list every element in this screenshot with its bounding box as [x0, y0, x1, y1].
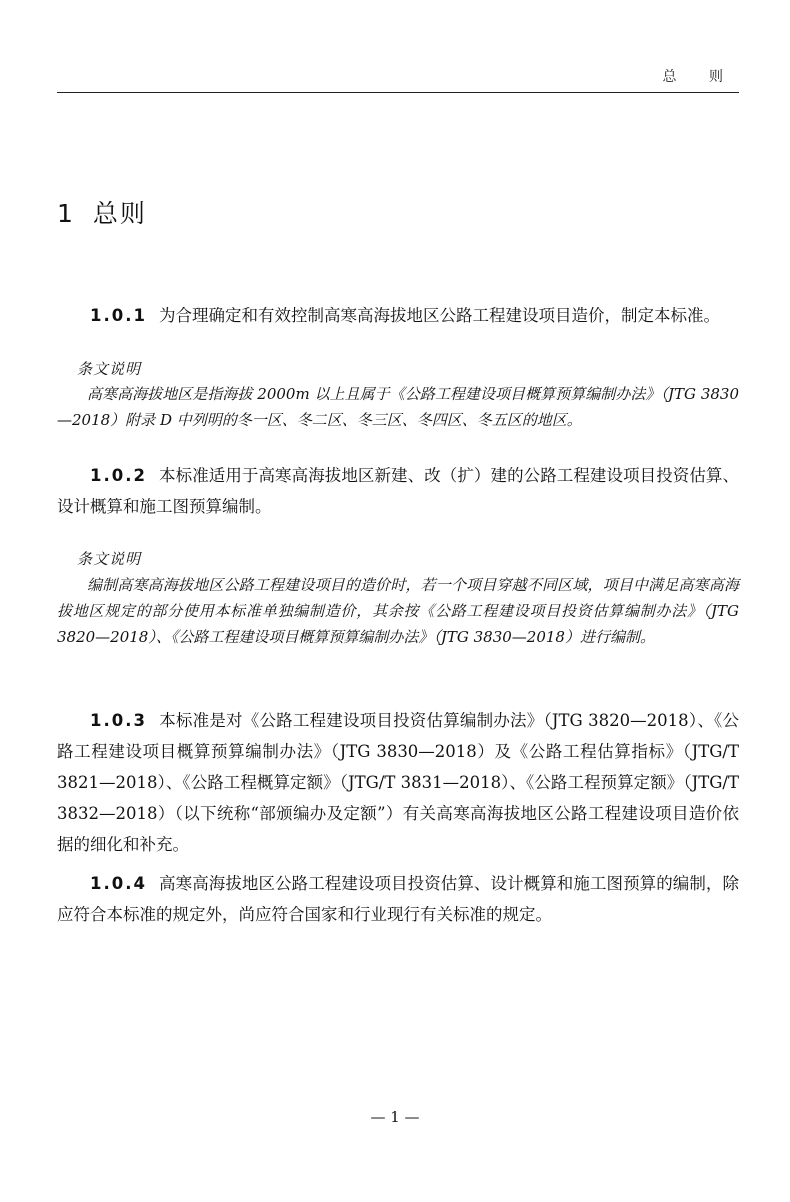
- clause-1-0-1: [57, 300, 739, 331]
- clause-text: 高寒高海拔地区公路工程建设项目投资估算、设计概算和施工图预算的编制，除应符合本标准的规定外，尚应符合国家和行业现行有关标准的规定。: [57, 874, 739, 924]
- running-header-title: 总 则: [662, 69, 737, 85]
- explanation-heading: 条文说明: [77, 550, 142, 568]
- clause-number: 1.0.2: [90, 466, 147, 485]
- explanation-heading: 条文说明: [77, 360, 142, 378]
- explanation-body: 编制高寒高海拔地区公路工程建设项目的造价时，若一个项目穿越不同区域，项目中满足高寒高海拔地区规定的部分使用本标准单独编制造价，其余按《公路工程建设项目投资估算编制办法》（JTG 3820—2018）、《公路工程建设项目概算预算编制办法》（JTG 3830—2018）进行编制。: [57, 576, 739, 646]
- page-number: — 1 —: [370, 1108, 420, 1126]
- clause-number: 1.0.4: [90, 874, 147, 893]
- chapter-number: 1: [57, 199, 75, 228]
- chapter-title-text: 总则: [92, 199, 147, 228]
- clause-number: 1.0.1: [90, 306, 147, 325]
- clause-1-0-2: [57, 460, 739, 522]
- explanation-body: 高寒高海拔地区是指海拔 2000m 以上且属于《公路工程建设项目概算预算编制办法》（JTG 3830—2018）附录 D 中列明的冬一区、冬二区、冬三区、冬四区、冬五区的地区。: [57, 385, 739, 429]
- clause-number: 1.0.3: [90, 711, 147, 730]
- chapter-title: [57, 194, 147, 230]
- clause-text: 本标准适用于高寒高海拔地区新建、改（扩）建的公路工程建设项目投资估算、设计概算和施工图预算编制。: [57, 466, 739, 516]
- clause-1-0-4: [57, 868, 739, 930]
- clause-text: 本标准是对《公路工程建设项目投资估算编制办法》（JTG 3820—2018）、《公路工程建设项目概算预算编制办法》（JTG 3830—2018）及《公路工程估算指标》（JTG/T 3821—2018）、《公路工程概算定额》（JTG/T 3831—2018）、《公路工程预算定额》（JTG/T 3832—2018）（以下统称“部颁编办及定额”）有关高寒高海拔地区公路工程建设项目造价依据的细化和补充。: [57, 711, 739, 854]
- clause-1-0-3: [57, 705, 739, 860]
- running-header: [57, 66, 739, 93]
- clause-text: 为合理确定和有效控制高寒高海拔地区公路工程建设项目造价，制定本标准。: [158, 306, 720, 325]
